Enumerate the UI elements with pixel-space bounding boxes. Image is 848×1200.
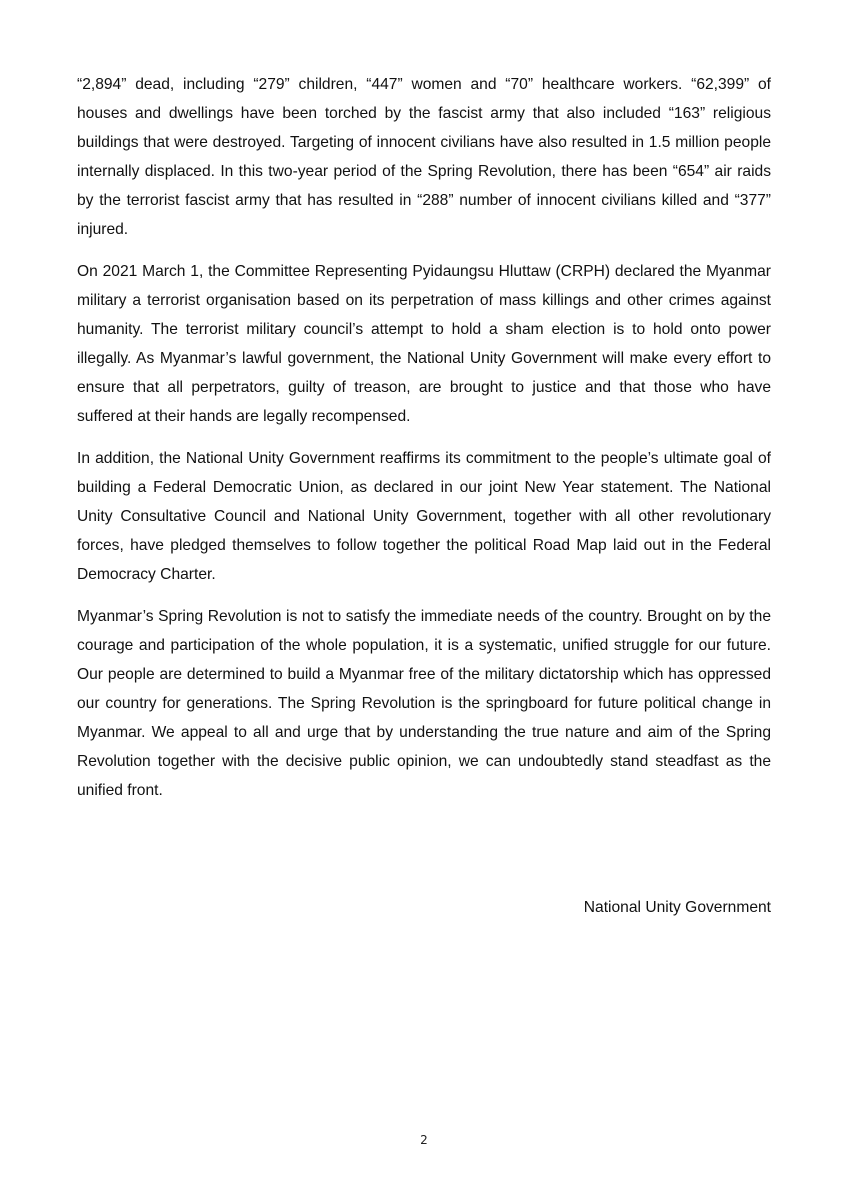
paragraph-crph-declaration: On 2021 March 1, the Committee Representing Pyidaungsu Hluttaw (CRPH) declared the Myanmar military a terrorist organisation based on its perpetration of mass killings and other crimes against humanity. The terrorist military council’s attempt to hold a sham election is to hold onto power illegally. As Myanmar’s lawful government, the National Unity Government will make every effort to ensure that all perpetrators, guilty of treason, are brought to justice and that those who have suffered at their hands are legally recompensed. (77, 263, 771, 425)
paragraph-federal-union: In addition, the National Unity Government reaffirms its commitment to the people’s ultimate goal of building a Federal Democratic Union, as declared in our joint New Year statement. The National Unity Consultative Council and National Unity Government, together with all other revolutionary forces, have pledged themselves to follow together the political Road Map laid out in the Federal Democracy Charter. (77, 450, 771, 583)
document-body (77, 70, 771, 818)
signature: National Unity Government (583, 899, 771, 916)
paragraph-spring-revolution: Myanmar’s Spring Revolution is not to satisfy the immediate needs of the country. Brought on by the courage and participation of the whole population, it is a systematic, unified struggle for our future. Our people are determined to build a Myanmar free of the military dictatorship which has oppressed our country for generations. The Spring Revolution is the springboard for future political change in Myanmar. We appeal to all and urge that by understanding the true nature and aim of the Spring Revolution together with the decisive public opinion, we can undoubtedly stand steadfast as the unified front. (77, 608, 771, 799)
paragraph-casualties: “2,894” dead, including “279” children, “447” women and “70” healthcare workers. “62,399” of houses and dwellings have been torched by the fascist army that also included “163” religious buildings that were destroyed. Targeting of innocent civilians have also resulted in 1.5 million people internally displaced. In this two-year period of the Spring Revolution, there has been “654” air raids by the terrorist fascist army that has resulted in “288” number of innocent civilians killed and “377” injured. (77, 76, 771, 238)
page-number: 2 (420, 1133, 428, 1147)
